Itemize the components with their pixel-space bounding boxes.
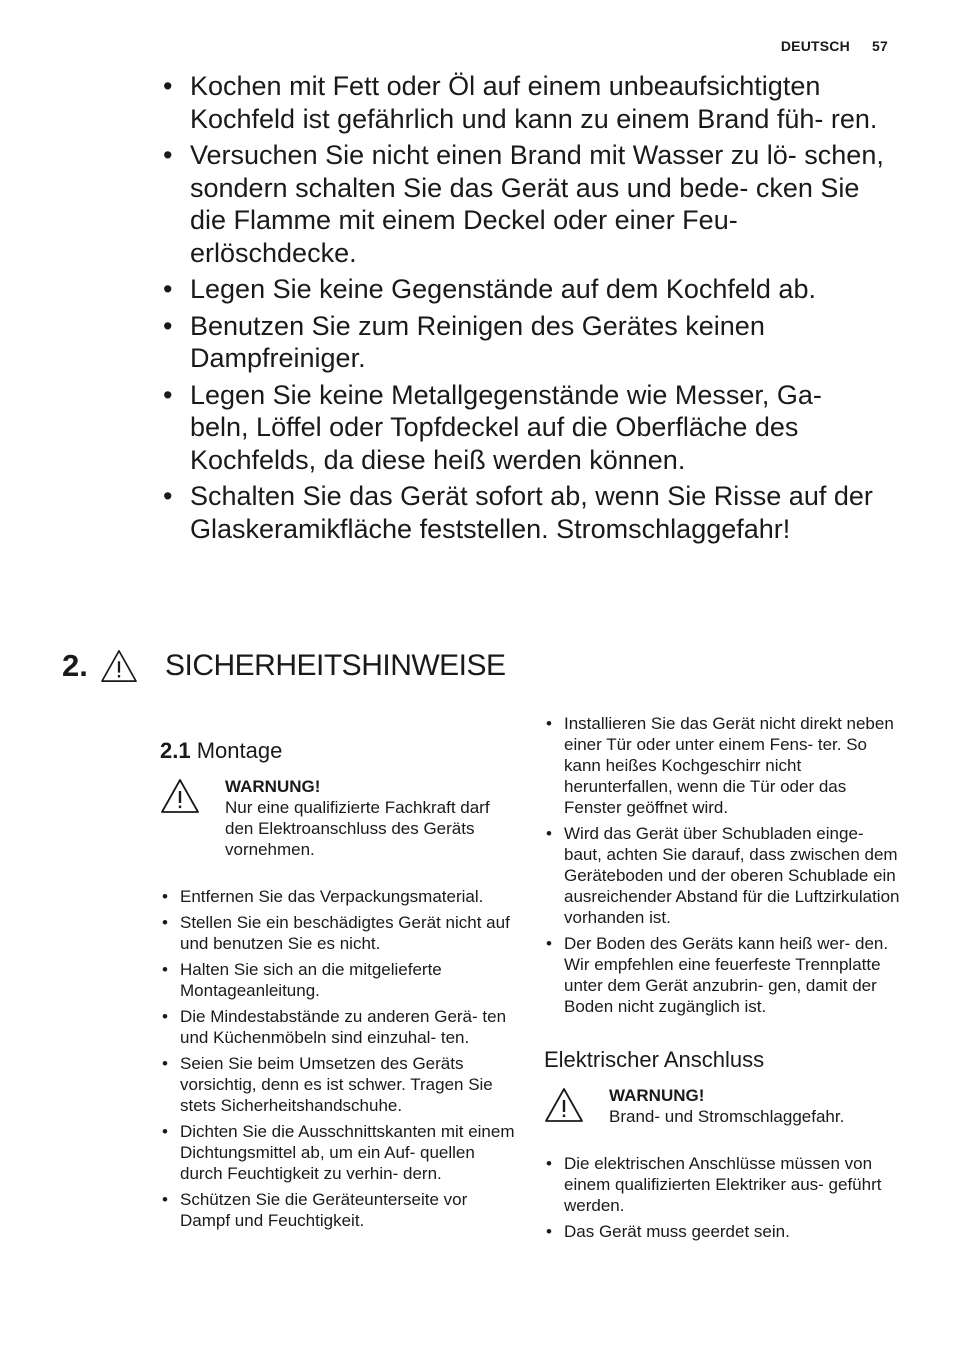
list-item [544,933,904,1017]
bullet-icon: • [162,887,168,906]
list-item-text: Der Boden des Geräts kann heiß wer- den. Wir empfehlen eine feuerfeste Trennplatte unter dem Gerät anzubrin- gen, damit der Boden nicht zugänglich ist. [564,934,889,1016]
right-column [544,713,904,1247]
list-item [160,886,520,907]
section-title: SICHERHEITSHINWEISE [165,649,506,682]
list-item [544,823,904,928]
list-item-text: Kochen mit Fett oder Öl auf einem unbeaufsichtigten Kochfeld ist gefährlich und kann zu einem Brand füh- ren. [190,71,878,134]
left-column [160,738,520,1236]
list-item-text: Installieren Sie das Gerät nicht direkt neben einer Tür oder unter einem Fens- ter. So kann heißes Kochgeschirr nicht herunterfallen, wenn die Tür oder das Fenster geöffnet wird. [564,714,894,817]
warning-box [160,776,520,860]
header-language: DEUTSCH [780,38,850,54]
bullet-icon: • [162,1054,168,1073]
subsection-heading-montage [160,738,520,764]
list-item [160,1006,520,1048]
bullet-icon: • [163,310,173,341]
warning-text: Nur eine qualifizierte Fachkraft darf den Elektroanschluss des Geräts vornehmen. [225,798,490,859]
list-item-text: Schalten Sie das Gerät sofort ab, wenn Sie Risse auf der Glaskeramikfläche feststellen. Stromschlaggefahr! [190,481,873,544]
list-item [544,1153,904,1216]
list-item-text: Versuchen Sie nicht einen Brand mit Wasser zu lö- schen, sondern schalten Sie das Gerät aus und bede- cken Sie die Flamme mit einem Deckel oder einer Feu- erlöschdecke. [190,140,884,268]
list-item [160,379,885,477]
list-item [160,273,885,306]
list-item-text: Benutzen Sie zum Reinigen des Gerätes keinen Dampfreiniger. [190,310,765,373]
bullet-icon: • [163,71,173,101]
list-item [160,1121,520,1184]
list-item-text: Dichten Sie die Ausschnittskanten mit einem Dichtungsmittel ab, um ein Auf- quellen durch Feuchtigkeit zu verhin- dern. [180,1122,515,1183]
warning-box [544,1085,904,1127]
list-item [160,139,885,269]
list-item [160,310,885,375]
list-item-text: Seien Sie beim Umsetzen des Geräts vorsichtig, denn es ist schwer. Tragen Sie stets Sicherheitshandschuhe. [180,1054,493,1115]
bullet-icon: • [546,1222,552,1241]
warning-triangle-icon [100,649,138,683]
warning-text: Brand- und Stromschlaggefahr. [609,1107,845,1126]
list-item [160,1053,520,1116]
bullet-icon: • [546,714,552,733]
warning-triangle-icon [160,778,200,814]
top-bullet-list [160,70,885,549]
bullet-icon: • [546,1154,552,1173]
bullet-icon: • [162,960,168,979]
list-item-text: Legen Sie keine Gegenstände auf dem Kochfeld ab. [190,274,816,304]
list-item-text: Die Mindestabstände zu anderen Gerä- ten und Küchenmöbeln sind einzuhal- ten. [180,1007,507,1047]
bullet-icon: • [163,274,173,304]
list-item [544,713,904,818]
list-item-text: Schützen Sie die Geräteunterseite vor Dampf und Feuchtigkeit. [180,1190,468,1230]
subsection-number: 2.1 [160,738,191,763]
bullet-icon: • [163,379,173,410]
bullet-icon: • [163,481,173,511]
list-item-text: Stellen Sie ein beschädigtes Gerät nicht auf und benutzen Sie es nicht. [180,913,510,953]
montage-bullet-list-continued [544,713,904,1017]
page-header [781,38,888,54]
bullet-icon: • [163,140,173,170]
warning-triangle-icon [544,1087,584,1123]
bullet-icon: • [546,934,552,953]
list-item [160,959,520,1001]
subsection-title: Montage [196,738,283,763]
list-item-text: Die elektrischen Anschlüsse müssen von einem qualifizierten Elektriker aus- geführt werden. [564,1154,882,1215]
list-item-text: Halten Sie sich an die mitgelieferte Montageanleitung. [180,960,442,1000]
bullet-icon: • [162,1007,168,1026]
list-item [160,912,520,954]
warning-text-block [225,776,520,860]
montage-bullet-list [160,886,520,1231]
list-item [160,1189,520,1231]
list-item-text: Legen Sie keine Metallgegenstände wie Messer, Ga- beln, Löffel oder Topfdeckel auf die Oberfläche des Kochfelds, da diese heiß werden können. [190,379,822,475]
bullet-icon: • [162,1122,168,1141]
section-number: 2. [62,648,88,683]
subsection-heading-elektrisch: Elektrischer Anschluss [544,1047,765,1072]
elektrisch-bullet-list [544,1153,904,1242]
warning-title: WARNUNG! [225,777,321,796]
warning-title: WARNUNG! [609,1086,705,1105]
list-item [160,70,885,135]
list-item-text: Wird das Gerät über Schubladen einge- baut, achten Sie darauf, dass zwischen dem Geräteboden und der oberen Schublade ein ausreichender Abstand für die Luftzirkulation vorhanden ist. [564,824,900,927]
list-item-text: Entfernen Sie das Verpackungsmaterial. [180,887,484,906]
section-heading [62,648,506,684]
bullet-icon: • [162,1190,168,1209]
page-number: 57 [872,38,888,54]
list-item [544,1221,904,1242]
list-item [160,480,885,545]
warning-text-block [609,1085,844,1127]
list-item-text: Das Gerät muss geerdet sein. [564,1222,790,1241]
bullet-icon: • [546,824,552,843]
bullet-icon: • [162,913,168,932]
